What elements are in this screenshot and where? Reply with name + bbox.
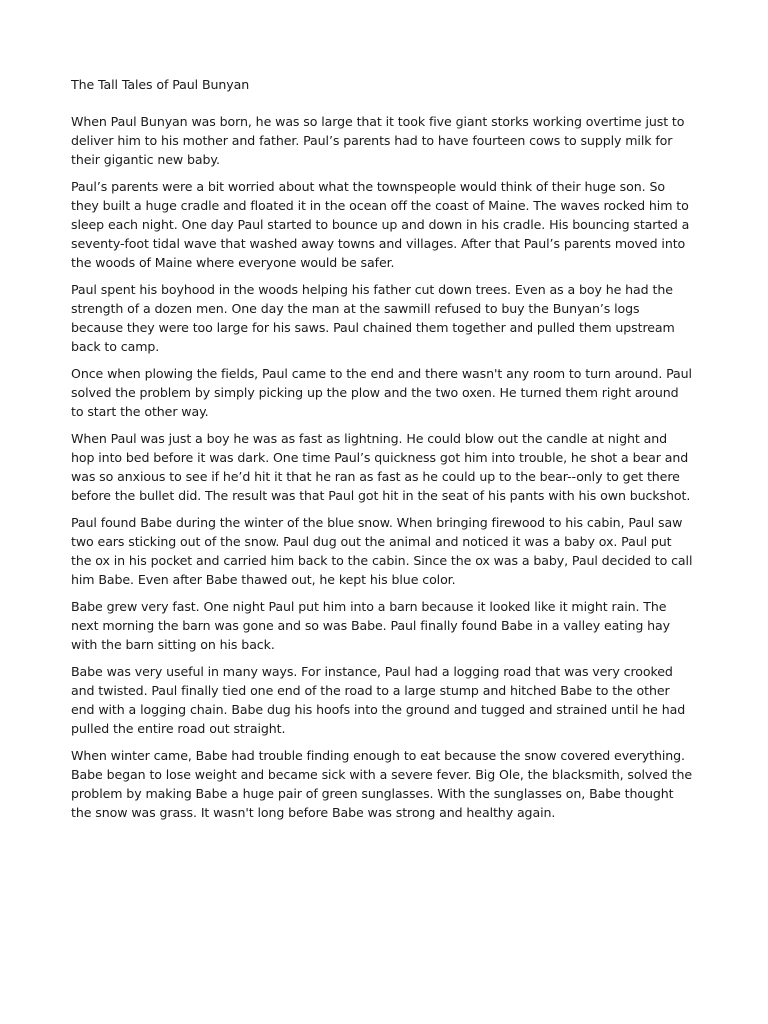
paragraph-4: Once when plowing the fields, Paul came to the end and there wasn't any room to turn around. Paul solved the problem by simply picking up the plow and the two oxen. He turned them right around to start the other way. [71, 366, 692, 419]
paragraph-5: When Paul was just a boy he was as fast as lightning. He could blow out the candle at night and hop into bed before it was dark. One time Paul’s quickness got him into trouble, he shot a bear and was so anxious to see if he’d hit it that he ran as fast as he could up to the bear--only to get there before the bullet did. The result was that Paul got hit in the seat of his pants with his own buckshot. [71, 431, 691, 503]
paragraph-7: Babe grew very fast. One night Paul put him into a barn because it looked like it might rain. The next morning the barn was gone and so was Babe. Paul finally found Babe in a valley eating hay with the barn sitting on his back. [71, 599, 671, 652]
paragraph-2: Paul’s parents were a bit worried about what the townspeople would think of their huge son. So they built a huge cradle and floated it in the ocean off the coast of Maine. The waves rocked him to sleep each night. One day Paul started to bounce up and down in his cradle. His bouncing started a seventy-foot tidal wave that washed away towns and villages. After that Paul’s parents moved into the woods of Maine where everyone would be safer. [71, 179, 690, 270]
paragraph-8: Babe was very useful in many ways. For instance, Paul had a logging road that was very crooked and twisted. Paul finally tied one end of the road to a large stump and hitched Babe to the other end with a logging chain. Babe dug his hoofs into the ground and tugged and strained until he had pulled the entire road out straight. [71, 664, 686, 736]
paragraph-3: Paul spent his boyhood in the woods helping his father cut down trees. Even as a boy he had the strength of a dozen men. One day the man at the sawmill refused to buy the Bunyan’s logs because they were too large for his saws. Paul chained them together and pulled them upstream back to camp. [71, 282, 675, 354]
paragraph-1: When Paul Bunyan was born, he was so large that it took five giant storks working overtime just to deliver him to his mother and father. Paul’s parents had to have fourteen cows to supply milk for their gigantic new baby. [71, 114, 685, 167]
document-page [71, 75, 693, 830]
document-title: The Tall Tales of Paul Bunyan [71, 77, 250, 92]
paragraph-6: Paul found Babe during the winter of the blue snow. When bringing firewood to his cabin, Paul saw two ears sticking out of the snow. Paul dug out the animal and noticed it was a baby ox. Paul put the ox in his pocket and carried him back to the cabin. Since the ox was a baby, Paul decided to call him Babe. Even after Babe thawed out, he kept his blue color. [71, 515, 693, 587]
paragraph-9: When winter came, Babe had trouble finding enough to eat because the snow covered everything. Babe began to lose weight and became sick with a severe fever. Big Ole, the blacksmith, solved the problem by making Babe a huge pair of green sunglasses. With the sunglasses on, Babe thought the snow was grass. It wasn't long before Babe was strong and healthy again. [71, 748, 693, 820]
